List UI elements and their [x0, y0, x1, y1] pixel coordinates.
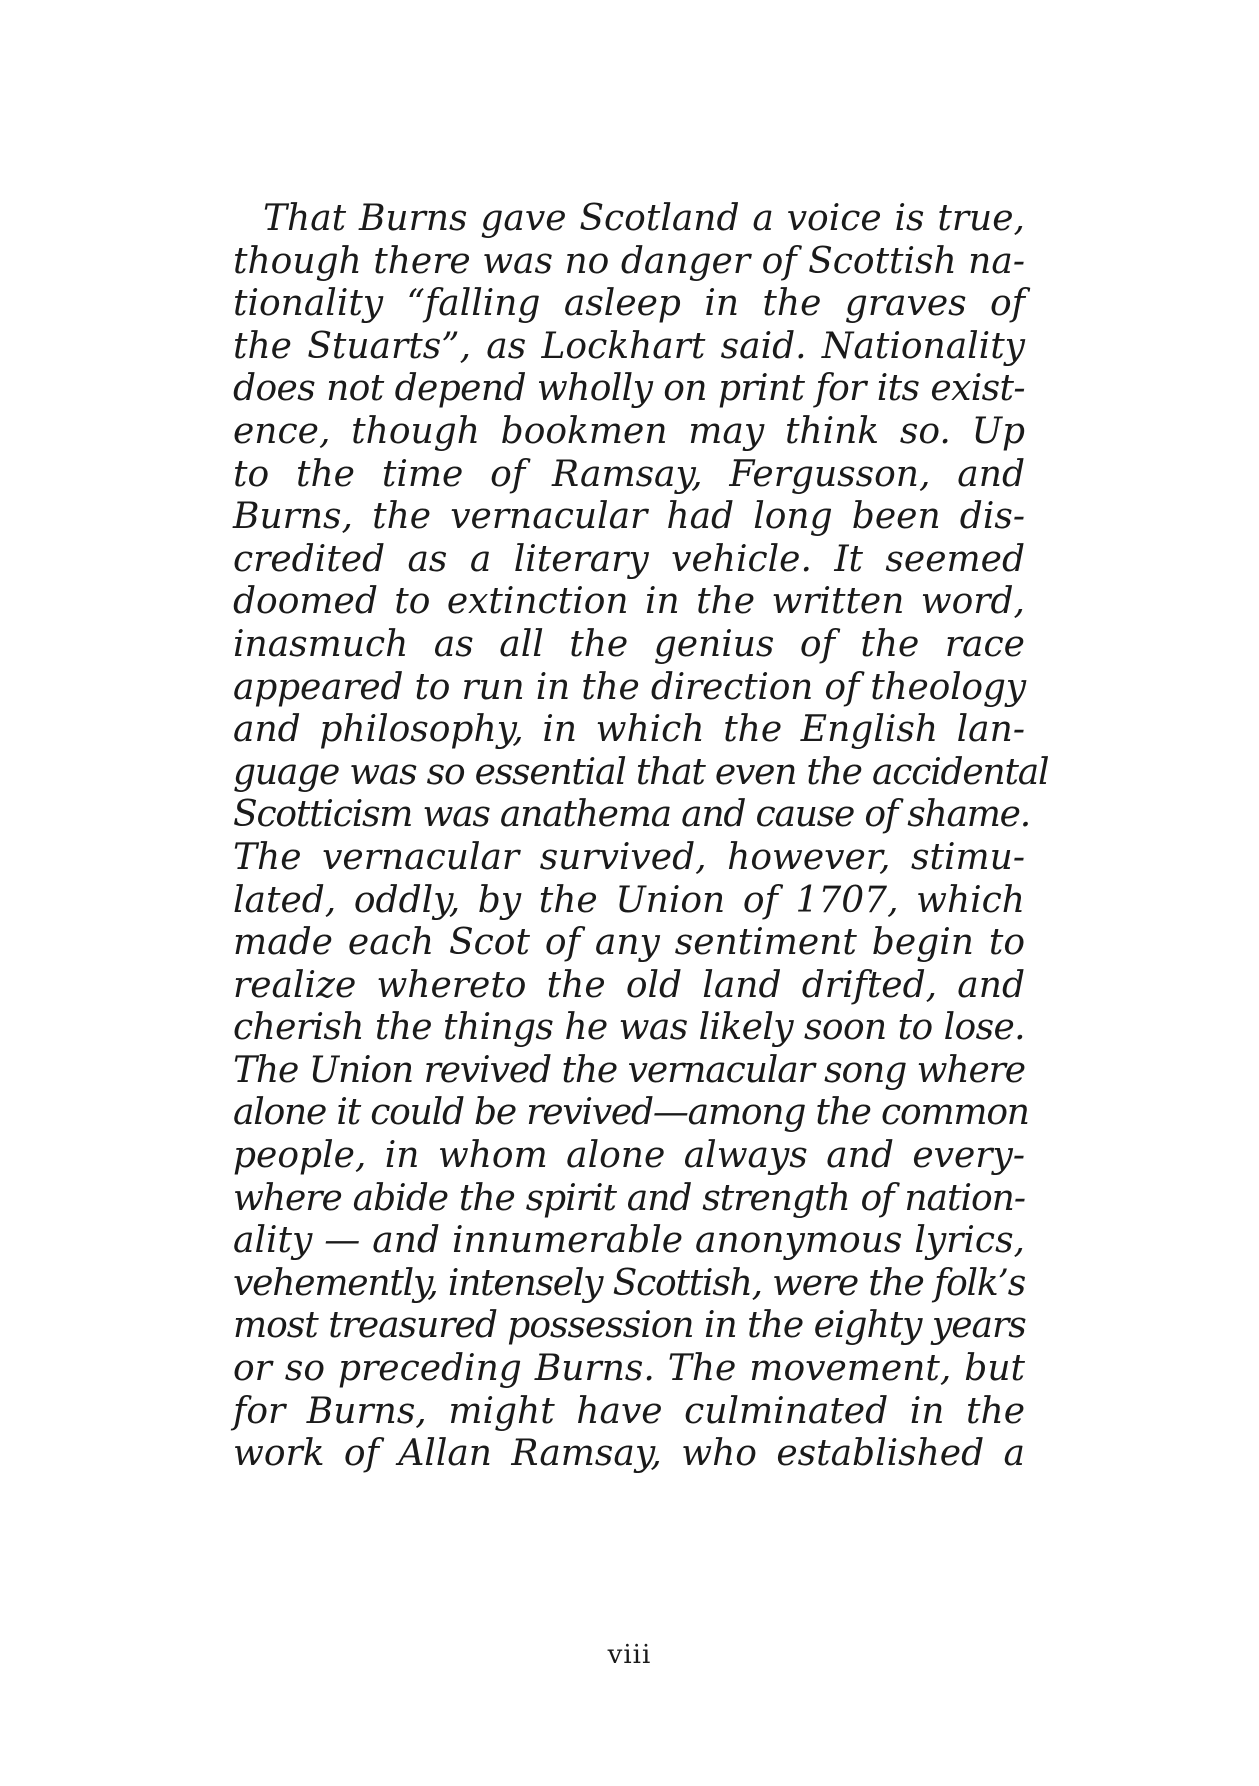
text-line: That Burns gave Scotland a voice is true, — [263, 198, 1025, 239]
text-line: for Burns, might have culminated in the — [233, 1390, 1025, 1432]
text-line: the Stuarts”, as Lockhart said. Nationality — [233, 325, 1025, 367]
page-number: viii — [607, 1640, 652, 1670]
text-line: ence, though bookmen may think so. Up — [233, 410, 1025, 452]
text-line: does not depend wholly on print for its exist- — [233, 368, 1025, 410]
text-line: appeared to run in the direction of theology — [233, 666, 1026, 708]
body-paragraph — [233, 198, 1049, 1476]
text-line: where abide the spirit and strength of nation- — [233, 1177, 1025, 1219]
text-line: tionality “falling asleep in the graves of — [233, 283, 1025, 325]
text-line: alone it could be revived—among the common — [233, 1092, 1029, 1134]
text-line: The Union revived the vernacular song where — [233, 1049, 1025, 1091]
text-line: and philosophy, in which the English lan- — [233, 709, 1025, 751]
text-line: doomed to extinction in the written word, — [233, 581, 1025, 623]
text-line: inasmuch as all the genius of the race — [233, 623, 1025, 665]
text-line: to the time of Ramsay, Fergusson, and — [233, 453, 1025, 495]
text-line: people, in whom alone always and every- — [233, 1135, 1025, 1177]
text-line: or so preceding Burns. The movement, but — [233, 1348, 1025, 1390]
text-line: made each Scot of any sentiment begin to — [233, 922, 1025, 964]
text-line: credited as a literary vehicle. It seemed — [233, 538, 1025, 580]
text-line: ality — and innumerable anonymous lyrics, — [233, 1220, 1025, 1262]
text-line: lated, oddly, by the Union of 1707, which — [233, 879, 1025, 921]
text-line: work of Allan Ramsay, who established a — [233, 1433, 1025, 1475]
text-line: Burns, the vernacular had long been dis- — [233, 496, 1025, 538]
text-line: The vernacular survived, however, stimu- — [233, 836, 1025, 878]
text-line: though there was no danger of Scottish na- — [233, 240, 1025, 282]
text-line: realize whereto the old land drifted, and — [233, 964, 1025, 1006]
text-line: most treasured possession in the eighty years — [233, 1305, 1026, 1347]
text-line: cherish the things he was likely soon to lose. — [233, 1007, 1025, 1049]
text-line: vehemently, intensely Scottish, were the folk’s — [233, 1262, 1025, 1304]
text-line: Scotticism was anathema and cause of shame. — [233, 794, 1031, 836]
text-line: guage was so essential that even the accidental — [233, 751, 1049, 793]
